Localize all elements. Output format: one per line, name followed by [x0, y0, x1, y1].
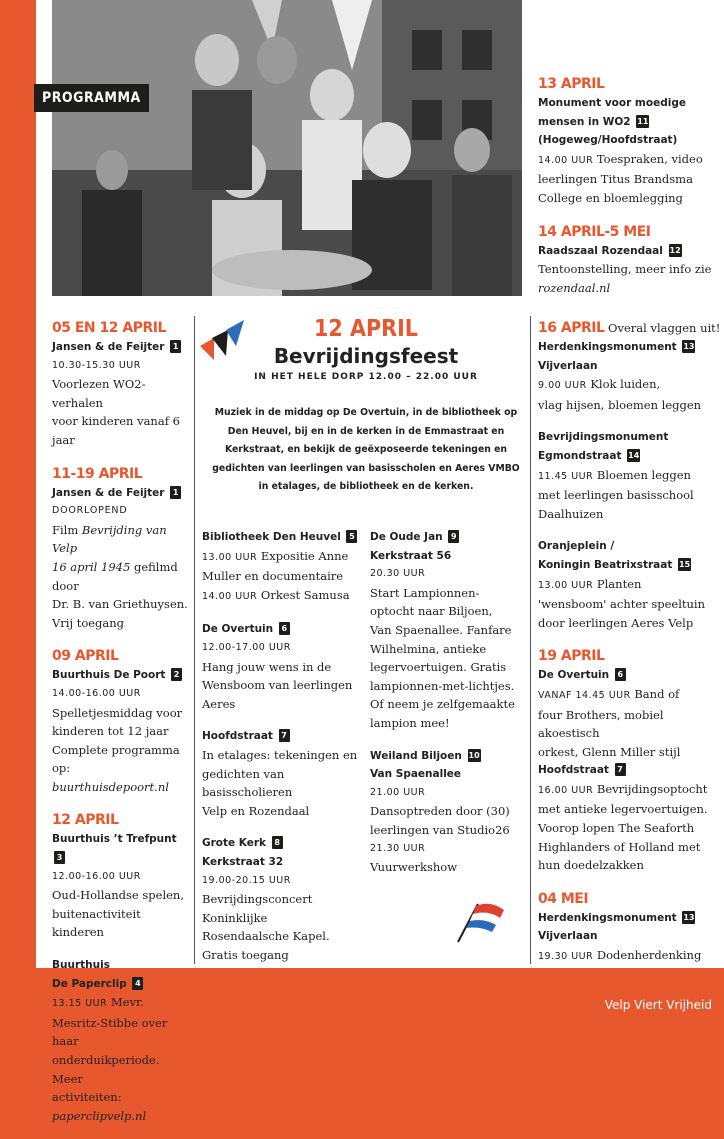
location-number: 1: [170, 340, 181, 353]
event-text: Velp en Rozendaal: [202, 803, 310, 818]
event-row: [538, 575, 722, 596]
event-block: [370, 747, 530, 877]
event-time: 16.00 UUR: [538, 784, 594, 796]
venue-name: mensen in WO2: [538, 115, 631, 128]
event-text: lampion mee!: [370, 715, 450, 730]
event-text: 'wensboom' achter speeltuin: [538, 597, 705, 612]
venue-name: Buurthuis De Poort: [52, 669, 166, 682]
film-title: Bevrijding van Velp: [52, 522, 167, 556]
event-time: VANAF 14.45 UUR: [538, 689, 631, 701]
event-venue: [202, 727, 370, 746]
event-text: hun doedelzakken: [538, 858, 644, 873]
event-block: [538, 222, 722, 298]
event-venue: Bevrijdingsmonument: [538, 431, 669, 444]
event-time: 13.00 UUR: [538, 579, 594, 591]
event-time-row: [52, 993, 192, 1014]
event-time: 12.00-16.00 UUR: [52, 870, 141, 882]
event-text: Voorop lopen The Seaforth: [538, 821, 695, 836]
event-date: 19 APRIL: [538, 648, 605, 665]
center-subtitle: IN HET HELE DORP 12.00 – 22.00 UUR: [254, 372, 478, 382]
column-divider: [530, 316, 531, 964]
event-block: [370, 528, 530, 733]
venue-name: Herdenkingsmonument: [538, 911, 677, 924]
event-venue: Oranjeplein /: [538, 540, 615, 553]
event-text: Bevrijdingsconcert Koninklijke: [202, 892, 313, 925]
center-intro: Muziek in de middag op De Overtuin, in de bibliotheek op Den Heuvel, bij en in de kerken in de Emmastraat en Kerkstraat, en bekijk de geëxposeerde tekeningen en gedichten van leerlingen van basisscholen en Aeres VMBO in etalages, de bibliotheek en de kerken.: [212, 407, 520, 493]
event-address: Vijverlaan: [538, 359, 598, 372]
event-venue: Buurthuis: [52, 959, 110, 972]
venue-name: Hoofdstraat: [202, 730, 273, 743]
location-number: 10: [468, 750, 480, 760]
event-time: 14.00 UUR: [202, 590, 258, 602]
event-venue: [370, 747, 530, 766]
event-text: leerlingen Titus Brandsma: [538, 172, 693, 187]
event-date: 05 EN 12 APRIL: [52, 320, 166, 336]
event-text: Mesritz-Stibbe over haar: [52, 1015, 168, 1049]
venue-name: Egmondstraat: [538, 449, 622, 462]
liberation-photo: [52, 0, 522, 296]
event-date: 04 MEI: [538, 890, 589, 907]
event-text: [52, 558, 192, 595]
event-time: 12.00-17.00 UUR: [202, 641, 291, 653]
venue-name: De Oude Jan: [370, 531, 443, 543]
event-text: In etalages: tekeningen en: [202, 747, 358, 762]
event-text: Mevr.: [107, 995, 144, 1010]
event-text: Aeres: [202, 696, 236, 711]
event-text: Voorlezen WO2-verhalen: [52, 377, 146, 410]
event-text: Orkest Samusa: [257, 587, 350, 602]
event-venue: [538, 113, 722, 132]
right-column-top: [538, 74, 722, 311]
event-row: [538, 685, 722, 706]
event-note: Overal vlaggen uit!: [604, 321, 721, 335]
location-number: 5: [346, 530, 357, 543]
event-text: gedichten van basisscholieren: [202, 766, 293, 800]
event-time: 9.00 UUR: [538, 380, 587, 392]
event-block: [538, 318, 722, 414]
event-date: 16 APRIL: [538, 320, 605, 336]
film-suffix: gefilmd door: [52, 559, 178, 593]
event-address: Vijverlaan: [538, 930, 598, 943]
event-text: Wilhelmina, antieke: [370, 641, 487, 656]
film-prefix: Film: [52, 522, 82, 537]
event-time: 19.30 UUR: [538, 951, 594, 963]
venue-name: De Paperclip: [52, 977, 127, 990]
event-text: legervoertuigen. Gratis: [370, 660, 507, 675]
event-address: Kerkstraat 32: [202, 855, 284, 868]
right-column-bottom: [538, 318, 722, 981]
event-text: Rosendaalsche Kapel.: [202, 929, 330, 944]
location-number: 1: [170, 486, 181, 499]
event-text: Dansoptreden door (30): [370, 804, 510, 819]
location-number: 2: [171, 668, 182, 681]
event-venue: [202, 620, 370, 639]
event-block: [52, 464, 192, 633]
event-venue: [52, 484, 192, 503]
location-number: 7: [615, 763, 626, 776]
event-address: Kerkstraat 56: [370, 549, 452, 562]
event-block: [538, 889, 722, 967]
location-number: 6: [615, 668, 626, 681]
footer-brand: Velp Viert Vrijheid: [604, 998, 712, 1012]
venue-name: De Overtuin: [202, 623, 274, 636]
event-block: [52, 318, 192, 450]
event-row: [202, 586, 370, 607]
event-text: Start Lampionnen-: [370, 585, 480, 600]
center-date: 12 APRIL: [314, 316, 418, 342]
location-number: 8: [272, 836, 283, 849]
event-venue: [52, 830, 192, 867]
event-time: 19.00-20.15 UUR: [202, 874, 291, 886]
event-text: Band of: [630, 686, 680, 701]
event-block: [538, 74, 722, 208]
event-date: 12 APRIL: [52, 812, 119, 829]
left-column: [52, 318, 192, 1139]
event-text: Vrij toegang: [52, 615, 125, 630]
dutch-flag-icon: [456, 898, 506, 944]
event-block: [538, 428, 722, 523]
event-venue: [538, 338, 722, 357]
venue-name: Jansen & de Feijter: [52, 341, 165, 353]
event-venue: Monument voor moedige: [538, 97, 686, 109]
center-heading: [196, 316, 536, 382]
event-text: Bloemen leggen: [593, 467, 691, 482]
event-date-row: [538, 318, 722, 338]
event-time: 10.30-15.30 UUR: [52, 359, 141, 371]
venue-name: Herdenkingsmonument: [538, 341, 677, 353]
event-row: [202, 547, 370, 568]
location-number: 7: [279, 729, 290, 742]
event-text: Tentoonstelling, meer info zie: [538, 262, 712, 277]
event-block: [52, 956, 192, 1125]
event-venue: [202, 834, 370, 853]
event-text: orkest, Glenn Miller stijl: [538, 744, 681, 759]
event-time: 21.30 UUR: [370, 842, 426, 854]
website-link[interactable]: paperclipvelp.nl: [52, 1108, 147, 1123]
venue-name: Koningin Beatrixstraat: [538, 558, 673, 571]
website-link[interactable]: buurthuisdepoort.nl: [52, 779, 169, 794]
event-text: [52, 521, 192, 558]
event-text: voor kinderen vanaf 6 jaar: [52, 414, 180, 447]
event-block: [538, 646, 722, 875]
location-number: 12: [669, 245, 681, 255]
event-row: [538, 375, 722, 396]
event-text: Vuurwerkshow: [370, 860, 458, 875]
event-venue: [538, 761, 722, 780]
event-time: 13.00 UUR: [202, 551, 258, 563]
location-number: 9: [448, 530, 459, 543]
venue-name: Buurthuis ’t Trefpunt: [52, 833, 177, 846]
event-text: kinderen tot 12 jaar: [52, 724, 169, 739]
event-venue: [52, 975, 192, 994]
event-text: optocht naar Biljoen,: [370, 604, 493, 619]
event-text: buitenactiviteit kinderen: [52, 906, 141, 940]
event-text: Of neem je zelfgemaakte: [370, 697, 515, 712]
event-text: Spelletjesmiddag voor: [52, 705, 183, 720]
event-text: Wensboom van leerlingen: [202, 678, 353, 693]
venue-name: Hoofdstraat: [538, 764, 609, 777]
event-text: Klok luiden,: [586, 377, 661, 392]
center-title: Bevrijdingsfeest: [273, 344, 459, 368]
event-address: (Hogeweg/Hoofdstraat): [538, 134, 678, 147]
event-text: Muller en documentaire: [202, 569, 344, 584]
event-text: Gratis toegang: [202, 947, 289, 962]
event-date: 14 APRIL-5 MEI: [538, 223, 651, 240]
event-time: 20.30 UUR: [370, 568, 426, 580]
website-link[interactable]: rozendaal.nl: [538, 280, 611, 295]
location-number: 15: [679, 559, 691, 569]
event-text: Toespraken, video: [593, 151, 703, 166]
location-number: 13: [683, 912, 695, 922]
event-row: [538, 780, 722, 801]
event-text: Highlanders of Holland met: [538, 839, 701, 854]
location-number: 3: [54, 851, 65, 864]
event-time: 14.00 UUR: [538, 154, 594, 166]
event-block: [202, 528, 370, 606]
event-block: [52, 810, 192, 942]
location-number: 14: [628, 450, 640, 460]
event-text: Expositie Anne: [257, 548, 349, 563]
middle-column-b: [370, 528, 530, 891]
event-text: Daalhuizen: [538, 506, 604, 521]
event-time: 13.15 UUR: [52, 998, 108, 1010]
event-venue: [538, 909, 722, 928]
event-text: Planten: [593, 576, 642, 591]
event-text: met leerlingen basisschool: [538, 488, 694, 503]
venue-name: Bibliotheek Den Heuvel: [202, 531, 341, 543]
event-block: [52, 646, 192, 796]
venue-name: Jansen & de Feijter: [52, 486, 165, 499]
event-venue: [52, 338, 192, 357]
event-text: Bevrijdingsoptocht: [593, 781, 708, 796]
programma-badge: PROGRAMMA: [34, 84, 149, 112]
event-date: 09 APRIL: [52, 648, 119, 665]
event-text: leerlingen van Studio26: [370, 822, 510, 837]
location-number: 11: [637, 116, 649, 126]
event-text: Hang jouw wens in de: [202, 659, 332, 674]
event-date: 11-19 APRIL: [52, 465, 143, 482]
column-divider: [194, 316, 195, 964]
venue-name: Weiland Biljoen: [370, 749, 462, 762]
link-prefix: activiteiten:: [52, 1090, 122, 1105]
event-text: onderduikperiode. Meer: [52, 1053, 160, 1086]
film-title: 16 april 1945: [52, 559, 131, 574]
event-row: [538, 466, 722, 487]
event-text: Dodenherdenking: [593, 948, 702, 963]
middle-column-a: [202, 528, 370, 978]
event-time: 14.00-16.00 UUR: [52, 687, 141, 699]
event-time: 11.45 UUR: [538, 470, 594, 482]
event-text: door leerlingen Aeres Velp: [538, 615, 694, 630]
event-text: College en bloemlegging: [538, 190, 683, 205]
event-text: lampionnen-met-lichtjes.: [370, 678, 515, 693]
location-number: 6: [279, 622, 290, 635]
event-venue: [52, 666, 192, 685]
venue-name: De Overtuin: [538, 669, 610, 682]
event-venue: [538, 556, 722, 575]
event-text: Dr. B. van Griethuysen.: [52, 597, 188, 612]
event-venue: [202, 528, 370, 547]
event-text: [52, 1088, 192, 1125]
event-row: [538, 150, 722, 171]
event-block: [202, 620, 370, 713]
event-block: [538, 537, 722, 632]
event-address: Van Spaenallee: [370, 768, 462, 781]
event-text: met antieke legervoertuigen.: [538, 802, 708, 817]
event-venue: [538, 666, 722, 685]
event-row: [538, 946, 722, 967]
event-text: four Brothers, mobiel akoestisch: [538, 707, 664, 741]
event-text: Complete programma op:: [52, 742, 180, 776]
event-venue: [370, 528, 530, 547]
event-tag: DOORLOPEND: [52, 505, 128, 517]
event-time: 21.00 UUR: [370, 786, 426, 798]
event-venue: [538, 447, 722, 466]
event-date: 13 APRIL: [538, 76, 605, 92]
event-block: [202, 834, 370, 964]
venue-name: Raadszaal Rozendaal: [538, 244, 663, 257]
venue-name: Grote Kerk: [202, 837, 267, 850]
event-text: Van Spaenallee. Fanfare: [370, 622, 512, 637]
event-block: [202, 727, 370, 820]
location-number: 13: [683, 342, 695, 351]
event-venue: [538, 242, 722, 261]
location-number: 4: [132, 977, 143, 990]
event-text: Oud-Hollandse spelen,: [52, 888, 184, 903]
event-text: vlag hijsen, bloemen leggen: [538, 397, 702, 412]
